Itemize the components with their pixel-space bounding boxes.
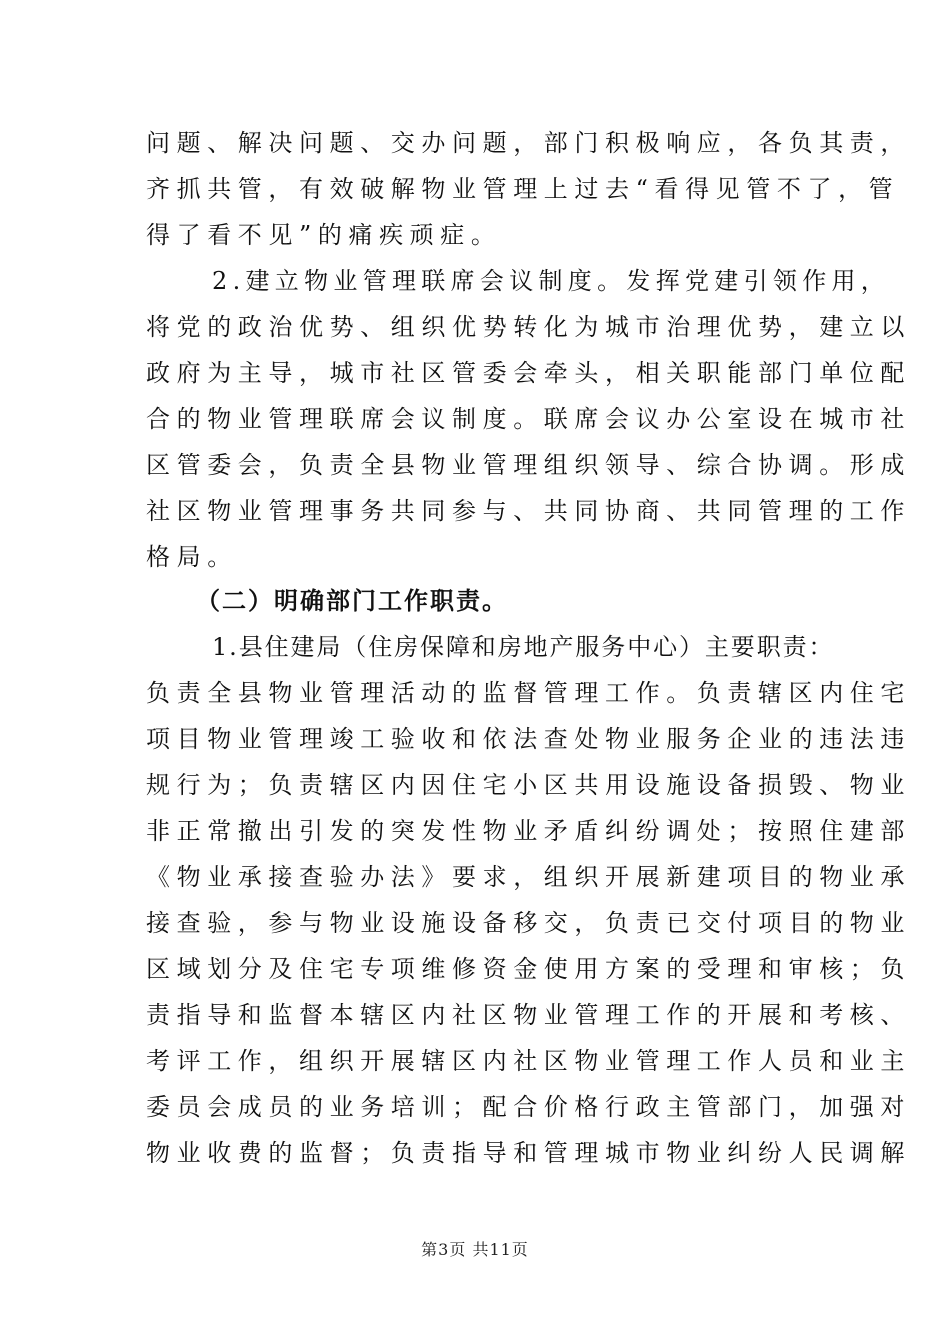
text-line: 负责全县物业管理活动的监督管理工作。负责辖区内住宅 — [146, 679, 911, 707]
text-line: 区域划分及住宅专项维修资金使用方案的受理和审核；负 — [146, 955, 911, 983]
text-line: 接查验，参与物业设施设备移交，负责已交付项目的物业 — [146, 909, 911, 937]
text-line: 《物业承接查验办法》要求，组织开展新建项目的物业承 — [146, 863, 911, 891]
text-line: 齐抓共管，有效破解物业管理上过去“看得见管不了，管 — [146, 175, 900, 203]
text-line: 委员会成员的业务培训；配合价格行政主管部门，加强对 — [146, 1093, 911, 1121]
text-line: 责指导和监督本辖区内社区物业管理工作的开展和考核、 — [146, 1001, 911, 1029]
text-line: 项目物业管理竣工验收和依法查处物业服务企业的违法违 — [146, 725, 911, 753]
text-line: 问题、解决问题、交办问题，部门积极响应，各负其责， — [146, 129, 911, 157]
page-number-footer: 第3页 共11页 — [421, 1240, 529, 1259]
text-line: 将党的政治优势、组织优势转化为城市治理优势，建立以 — [146, 313, 911, 341]
text-line: 2.建立物业管理联席会议制度。发挥党建引领作用， — [212, 267, 891, 295]
text-line: 非正常撤出引发的突发性物业矛盾纠纷调处；按照住建部 — [146, 817, 911, 845]
text-line: 区管委会，负责全县物业管理组织领导、综合协调。形成 — [146, 451, 911, 479]
text-line: 政府为主导，城市社区管委会牵头，相关职能部门单位配 — [146, 359, 911, 387]
text-line: 考评工作，组织开展辖区内社区物业管理工作人员和业主 — [146, 1047, 911, 1075]
text-line: 得了看不见”的痛疾顽症。 — [146, 221, 502, 249]
text-line: 1.县住建局（住房保障和房地产服务中心）主要职责： — [212, 633, 835, 661]
text-line: 物业收费的监督；负责指导和管理城市物业纠纷人民调解 — [146, 1139, 911, 1167]
section-heading: （二）明确部门工作职责。 — [196, 587, 508, 615]
text-line: 合的物业管理联席会议制度。联席会议办公室设在城市社 — [146, 405, 911, 433]
text-line: 规行为；负责辖区内因住宅小区共用设施设备损毁、物业 — [146, 771, 911, 799]
text-line: 格局。 — [146, 543, 238, 571]
text-line: 社区物业管理事务共同参与、共同协商、共同管理的工作 — [146, 497, 911, 525]
